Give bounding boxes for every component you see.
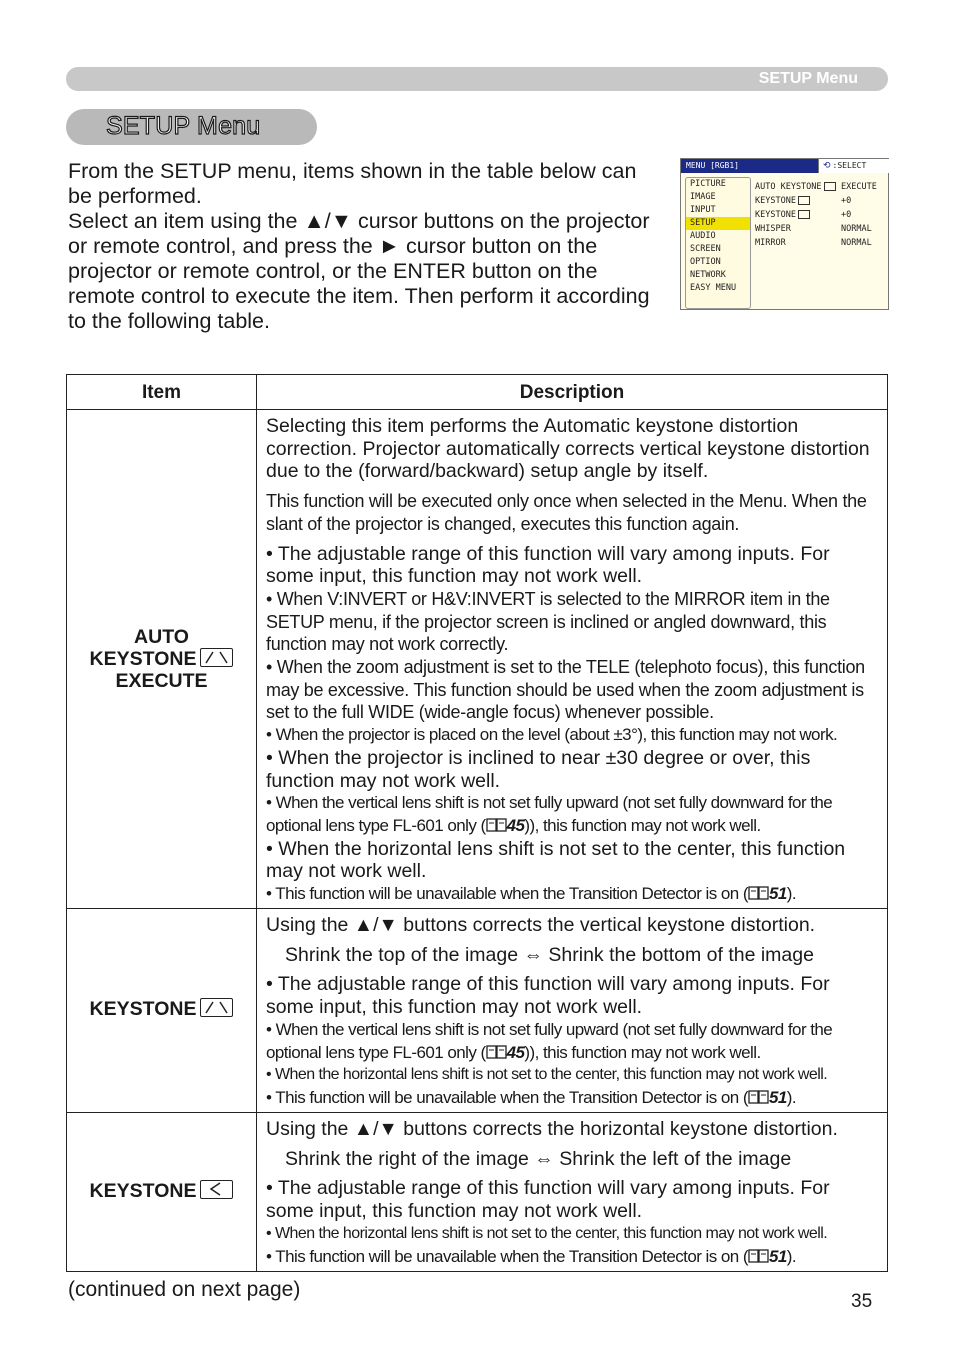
book-reference-icon	[748, 885, 769, 901]
menu-item-image: IMAGE	[690, 192, 716, 202]
row-divider	[67, 1112, 887, 1113]
page-ref-51[interactable]: 51	[768, 1087, 787, 1107]
vertical-keystone-mini-icon	[798, 196, 810, 205]
vertical-keystone-icon	[200, 648, 233, 667]
setup-menu-screenshot	[680, 158, 889, 310]
item-vertical-keystone: KEYSTONE	[67, 998, 256, 1020]
section-title-pill	[66, 109, 317, 145]
book-reference-icon	[486, 1044, 507, 1060]
page-ref-45[interactable]: 45	[506, 1042, 525, 1062]
page-ref-51[interactable]: 51	[768, 884, 787, 904]
menu-category-list	[685, 177, 751, 309]
continued-note: (continued on next page)	[68, 1278, 301, 1301]
column-header-description: Description	[519, 382, 625, 403]
desc-auto-keystone-execute: Selecting this item performs the Automatic keystone distortion correction. Projector automatically corrects vertical keystone distortion due to the (forward/backward) setup angle by itself. This function will be executed only once when selected in the Menu. When the slant of the projector is changed, executes this function again. • The adjustable range of this function will vary among inputs. For some input, this function may not work well. • When V:INVERT or H&V:INVERT is selected to the MIRROR item in the SETUP menu, if the projector screen is inclined or angled downward, this function may not work correctly. • When the zoom adjustment is set to the TELE (telephoto focus), this function may be excessive. This function should be used when the zoom adjustment is set to the full WIDE (wide-angle focus) whenever possible. • When the projector is placed on the level (about ±3°), this function may not work. • When the projector is inclined to near ±30 degree or over, this function may not work well. • When the vertical lens shift is not set fully upward (not set fully downward for the optional lens type FL-601 only ( 45)), this function may not work well. • When the horizontal lens shift is not set to the center, this function may not work well. • This function will be unavailable when the Transition Detector is on ( 51).	[266, 415, 870, 904]
intro-paragraph-1: From the SETUP menu, items shown in the table below can be performed.	[68, 159, 637, 208]
setup-items-table	[66, 374, 888, 1272]
menu-item-network: NETWORK	[690, 270, 726, 280]
menu-setup-row: KEYSTONE +0	[755, 196, 852, 206]
intro-text	[68, 159, 658, 334]
vertical-keystone-icon	[200, 998, 233, 1017]
desc-horizontal-keystone: Using the ▲/▼ buttons corrects the horizontal keystone distortion. Shrink the right of the image ⇔ Shrink the left of the image • The adjustable range of this function will vary among inputs. For some input, this function may not work well. • When the horizontal lens shift is not set to the center, this function may not work well. • This function will be unavailable when the Transition Detector is on ( 51).	[266, 1118, 838, 1266]
menu-item-option: OPTION	[690, 257, 721, 267]
book-reference-icon	[748, 1248, 769, 1264]
item-auto-keystone-execute: AUTO KEYSTONE EXECUTE	[67, 626, 256, 692]
horizontal-keystone-icon	[200, 1180, 233, 1199]
menu-setup-items	[755, 180, 885, 250]
running-header-bar	[66, 67, 888, 91]
menu-setup-row: AUTO KEYSTONE EXECUTE	[755, 182, 877, 192]
select-icon: ⟲	[823, 161, 831, 171]
menu-setup-row: WHISPER NORMAL	[755, 224, 872, 234]
menu-title: MENU [RGB1]	[686, 161, 739, 170]
column-divider	[256, 375, 257, 1271]
page-ref-45[interactable]: 45	[506, 815, 525, 835]
menu-title-bar	[681, 159, 888, 173]
menu-item-setup: SETUP	[686, 217, 750, 230]
page-ref-51[interactable]: 51	[768, 1246, 787, 1266]
running-header-title: SETUP Menu	[758, 70, 858, 87]
item-horizontal-keystone: KEYSTONE	[67, 1180, 256, 1202]
menu-item-screen: SCREEN	[690, 244, 721, 254]
menu-select-hint: ⟲ :SELECT	[818, 159, 889, 173]
desc-vertical-keystone: Using the ▲/▼ buttons corrects the vertical keystone distortion. Shrink the top of the image ⇔ Shrink the bottom of the image • The adjustable range of this function will vary among inputs. For some input, this function may not work well. • When the vertical lens shift is not set fully upward (not set fully downward for the optional lens type FL-601 only ( 45)), this function may not work well. • When the horizontal lens shift is not set to the center, this function may not work well. • This function will be unavailable when the Transition Detector is on ( 51).	[266, 914, 833, 1107]
horizontal-keystone-mini-icon	[798, 210, 810, 219]
menu-setup-row: MIRROR NORMAL	[755, 238, 872, 248]
column-header-item: Item	[141, 382, 182, 403]
book-reference-icon	[486, 817, 507, 833]
menu-item-audio: AUDIO	[690, 231, 716, 241]
row-divider	[67, 908, 887, 909]
menu-item-input: INPUT	[690, 205, 716, 215]
menu-item-easy-menu: EASY MENU	[690, 283, 737, 293]
section-title: SETUP Menu	[106, 112, 261, 140]
book-reference-icon	[748, 1089, 769, 1105]
vertical-keystone-mini-icon	[824, 182, 836, 191]
menu-item-picture: PICTURE	[690, 179, 726, 189]
intro-paragraph-2: Select an item using the ▲/▼ cursor buttons on the projector or remote control, and press the ► cursor button on the projector or remote control, or the ENTER button on the remote control to execute the item. Then perform it according to the following table.	[68, 209, 650, 333]
menu-setup-row: KEYSTONE +0	[755, 210, 852, 220]
page-number: 35	[851, 1291, 873, 1312]
